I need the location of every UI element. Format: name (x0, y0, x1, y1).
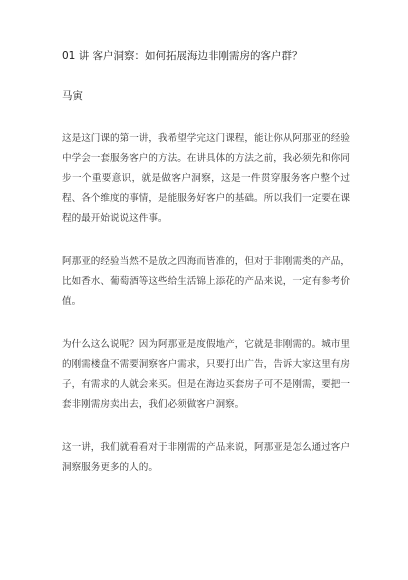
lesson-title: 01 讲 客户洞察：如何拓展海边非刚需房的客户群？ (62, 50, 303, 62)
paragraph-4: 这一讲，我们就看看对于非刚需的产品来说，阿那亚是怎么通过客户洞察服务更多的人的。 (62, 442, 350, 473)
paragraph-1: 这是这门课的第一讲，我希望学完这门课程，能让你从阿那亚的经验中学会一套服务客户的方法。在讲具体的方法之前，我必须先和你同步一个重要意识，就是做客户洞察，这是一件贯穿服务客户整个过程、各个维度的事情，是能服务好客户的基础。所以我们一定要在课程的最开始说说这件事。 (62, 133, 350, 224)
author-name: 马寅 (62, 90, 83, 102)
paragraph-3: 为什么这么说呢？因为阿那亚是度假地产，它就是非刚需的。城市里的刚需楼盘不需要洞察客户需求，只要打出广告，告诉大家这里有房子，有需求的人就会来买。但是在海边买套房子可不是刚需，要把一套非刚需房卖出去，我们必须做客户洞察。 (62, 339, 350, 410)
paragraph-2: 阿那亚的经验当然不是放之四海而皆准的，但对于非刚需类的产品，比如香水、葡萄酒等这些给生活锦上添花的产品来说，一定有参考价值。 (62, 256, 350, 307)
